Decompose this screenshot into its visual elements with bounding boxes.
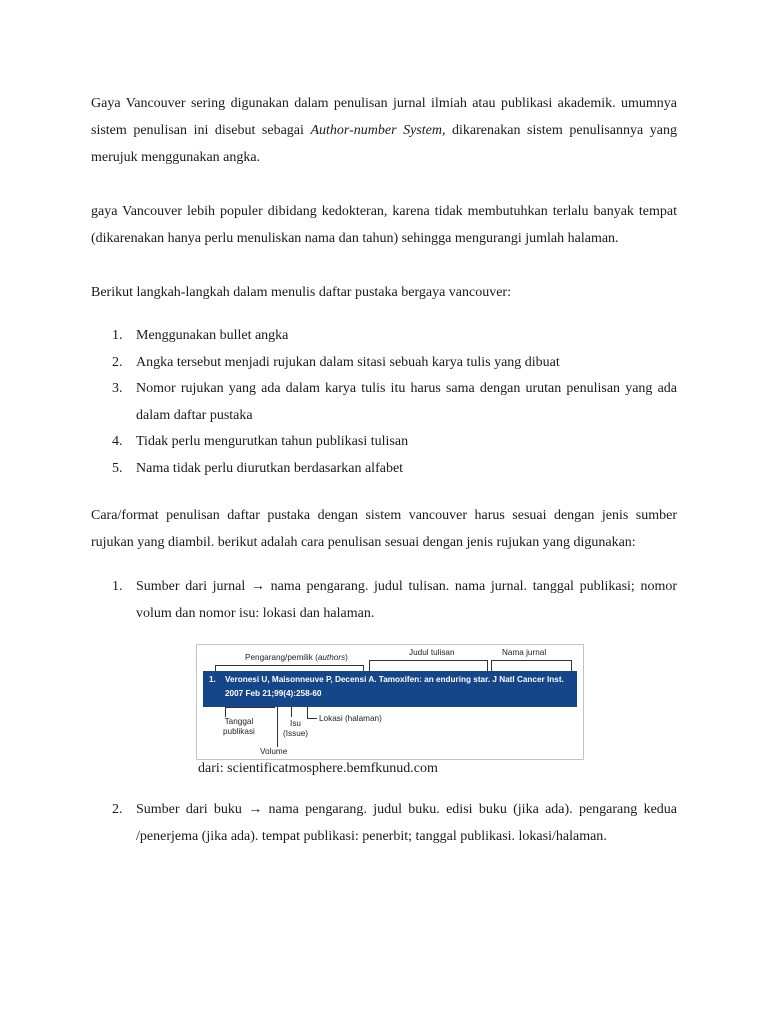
sources-list — [112, 573, 677, 627]
list-number: 3. — [112, 381, 123, 396]
list-number: 1. — [112, 579, 123, 594]
list-item — [112, 456, 677, 483]
list-number: 5. — [112, 460, 123, 476]
document-page — [91, 90, 677, 850]
connector-issue — [291, 707, 292, 717]
bracket-title — [369, 660, 487, 661]
steps-list — [112, 323, 677, 482]
list-text: Tidak perlu mengurutkan tahun publikasi tulisan — [136, 434, 409, 449]
label-issue: Isu (Issue) — [283, 719, 309, 738]
intro-text-start: Gaya Vancouver sering digunakan dalam penulisan jurnal ilmiah atau publikasi akademik. umumnya sistem penulisan ini disebut sebagai — [91, 96, 677, 138]
label-journal-name: Nama jurnal — [502, 648, 547, 657]
bracket-authors — [215, 665, 363, 666]
list-number: 2. — [112, 802, 123, 817]
sources-list-continued — [112, 796, 677, 850]
list-text: Menggunakan bullet angka — [136, 328, 289, 343]
connector-location-h — [307, 718, 317, 719]
list-item — [112, 323, 677, 350]
intro-italic-term: Author-number System, — [310, 123, 446, 138]
intro-text-end: dikarenakan sistem penulisannya yang merujuk menggunakan angka. — [91, 123, 678, 165]
list-number: 1. — [112, 328, 123, 343]
list-text: Nama tidak perlu diurutkan berdasarkan alfabet — [136, 460, 404, 476]
bracket-title-left — [369, 660, 370, 671]
list-number: 2. — [112, 354, 123, 370]
list-text: Sumber dari jurnal → nama pengarang. judul tulisan. nama jurnal. tanggal publikasi; nomor volum dan nomor isu: lokasi dan halaman. — [136, 579, 677, 621]
list-text: Sumber dari buku → nama pengarang. judul buku. edisi buku (jika ada). pengarang kedua /penerjema (jika ada). tempat publikasi: penerbit; tanggal publikasi. lokasi/halaman. — [136, 802, 677, 844]
label-authors: Pengarang/pemilik (authors) — [245, 653, 348, 662]
list-text: Nomor rujukan yang ada dalam karya tulis itu harus sama dengan urutan penulisan yang ada dalam daftar pustaka — [136, 381, 677, 423]
paragraph-intro — [91, 90, 677, 171]
paragraph-format-intro: Cara/format penulisan daftar pustaka dengan sistem vancouver harus sesuai dengan jenis sumber rujukan yang diambil. berikut adalah cara penulisan sesuai dengan jenis rujukan yang digunakan: — [91, 508, 677, 550]
label-article-title: Judul tulisan — [409, 648, 455, 657]
reference-band — [203, 671, 577, 707]
list-text: Angka tersebut menjadi rujukan dalam sitasi sebuah karya tulis yang dibuat — [136, 354, 560, 370]
citation-diagram — [196, 644, 584, 760]
figure-caption: dari: scientificatmosphere.bemfkunud.com — [198, 761, 438, 776]
label-publication-date: Tanggal publikasi — [223, 717, 255, 736]
list-item — [112, 573, 677, 627]
bracket-journal-left — [491, 660, 492, 671]
list-number: 4. — [112, 434, 123, 449]
list-item — [112, 429, 677, 456]
list-item — [112, 376, 677, 429]
paragraph-steps-intro: Berikut langkah-langkah dalam menulis daftar pustaka bergaya vancouver: — [91, 285, 511, 300]
bracket-title-right — [487, 660, 488, 671]
reference-line-2: 2007 Feb 21;99(4):258-60 — [225, 689, 322, 698]
label-location: Lokasi (halaman) — [319, 714, 382, 723]
bracket-journal-right — [571, 660, 572, 671]
label-volume: Volume — [260, 747, 288, 756]
paragraph-popularity: gaya Vancouver lebih populer dibidang kedokteran, karena tidak membutuhkan terlalu banyak tempat (dikarenakan hanya perlu menuliskan nama dan tahun) sehingga mengurangi jumlah halaman. — [91, 204, 677, 246]
connector-date — [225, 707, 226, 717]
reference-number: 1. — [209, 675, 216, 684]
connector-volume — [277, 707, 278, 747]
reference-line-1: Veronesi U, Maisonneuve P, Decensi A. Tamoxifen: an enduring star. J Natl Cancer Inst. — [225, 675, 564, 684]
reference-text — [209, 673, 564, 701]
list-item — [112, 796, 677, 850]
bracket-journal — [491, 660, 571, 661]
connector-date-h — [225, 707, 275, 708]
list-item — [112, 350, 677, 377]
